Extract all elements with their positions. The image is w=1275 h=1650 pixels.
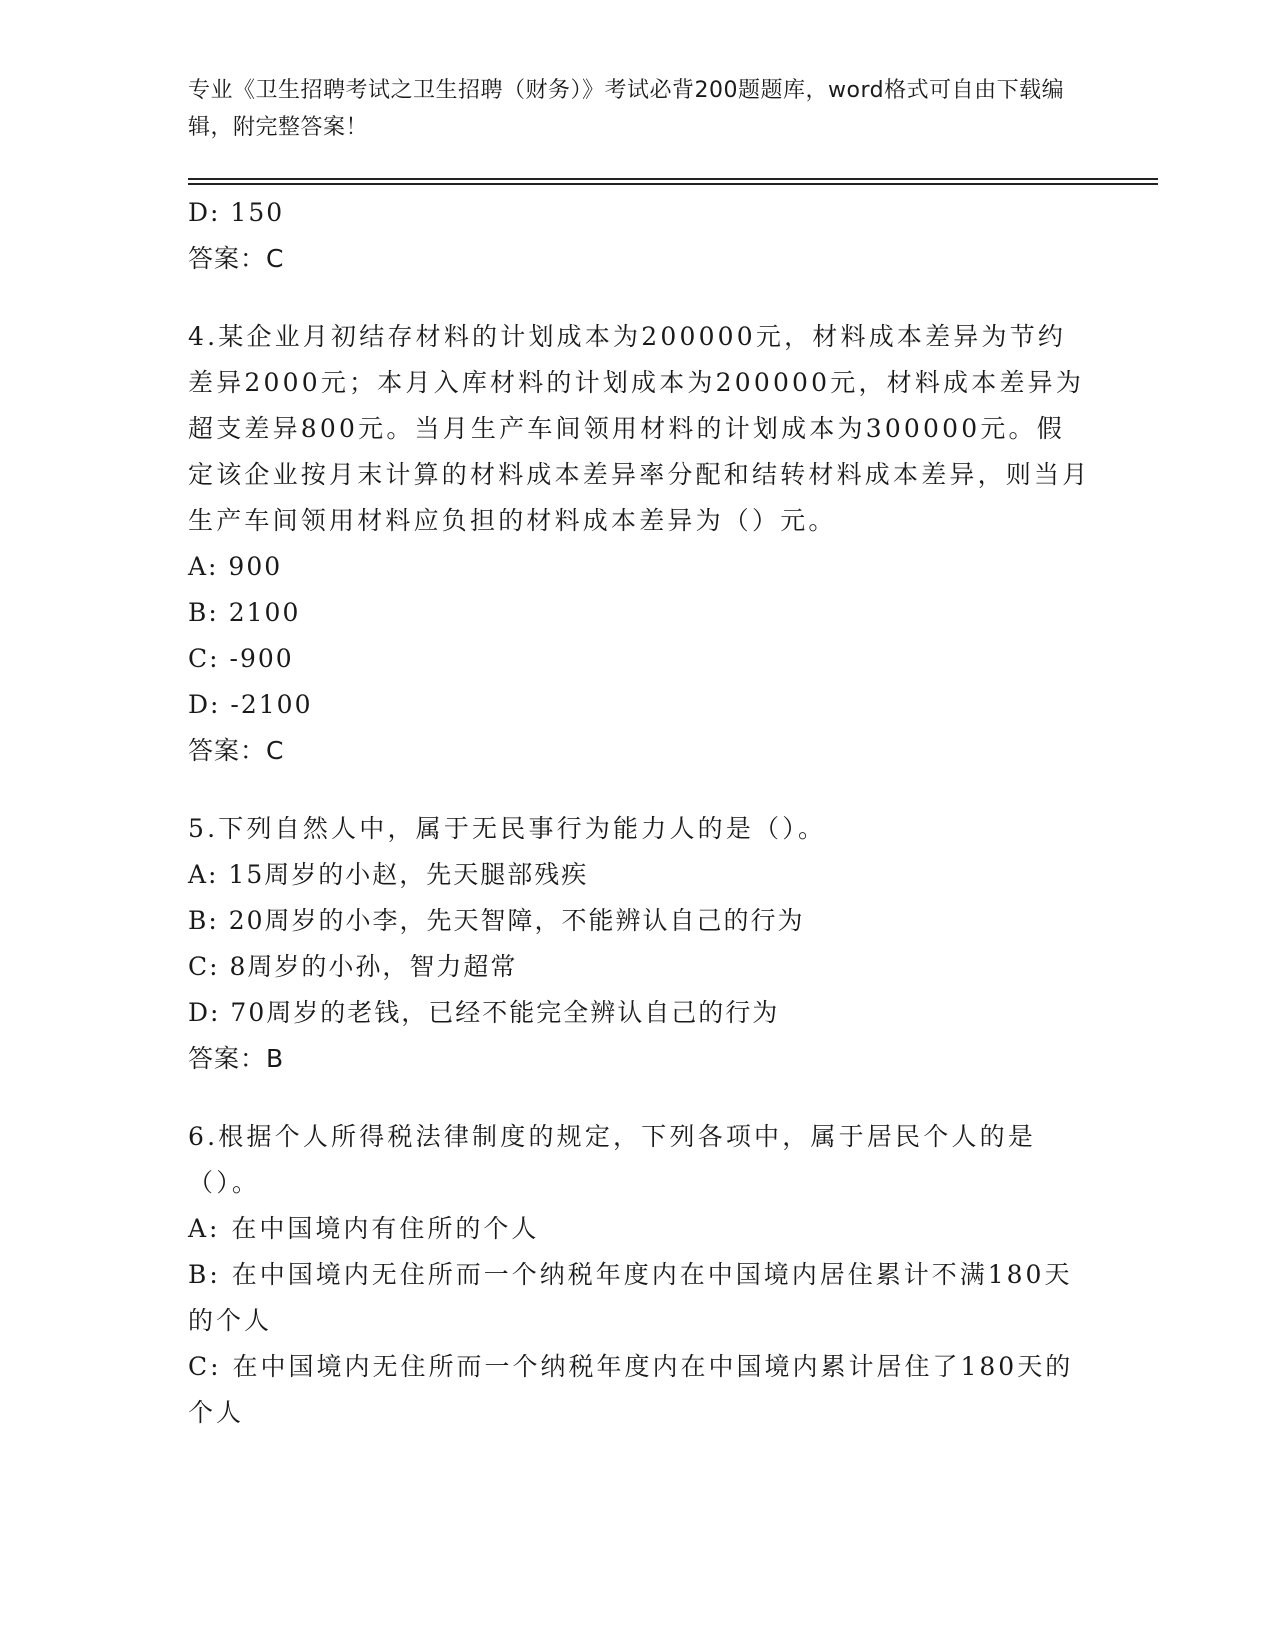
header-divider-top (188, 178, 1158, 180)
question-stem: 4.某企业月初结存材料的计划成本为200000元，材料成本差异为节约差异2000元；本月入库材料的计划成本为200000元，材料成本差异为超支差异800元。当月生产车间领用材料的计划成本为300000元。假定该企业按月末计算的材料成本差异率分配和结转材料成本差异，则当月生产车间领用材料应负担的材料成本差异为（）元。 (188, 322, 1091, 535)
option-b: B: 在中国境内无住所而一个纳税年度内在中国境内居住累计不满180天的个人 (188, 1260, 1073, 1335)
answer-line: 答案：C (188, 244, 285, 273)
previous-question-tail (188, 190, 1088, 282)
question-stem: 5.下列自然人中，属于无民事行为能力人的是（）。 (188, 814, 827, 843)
question-5 (188, 806, 1088, 1082)
option-a: A: 900 (188, 552, 283, 581)
option-d: D: 70周岁的老钱，已经不能完全辨认自己的行为 (188, 998, 780, 1027)
option-b: B: 20周岁的小李，先天智障，不能辨认自己的行为 (188, 906, 805, 935)
option-a: A: 在中国境内有住所的个人 (188, 1214, 540, 1243)
option-d: D: -2100 (188, 690, 313, 719)
answer-line: 答案：C (188, 736, 285, 765)
question-6 (188, 1114, 1088, 1436)
option-c: C: 在中国境内无住所而一个纳税年度内在中国境内累计居住了180天的个人 (188, 1352, 1074, 1427)
option-b: B: 2100 (188, 598, 301, 627)
question-stem: 6.根据个人所得税法律制度的规定，下列各项中，属于居民个人的是（）。 (188, 1122, 1037, 1197)
option-d: D: 150 (188, 198, 285, 227)
question-4 (188, 314, 1091, 774)
header-divider-bottom (188, 183, 1158, 185)
option-c: C: 8周岁的小孙，智力超常 (188, 952, 518, 981)
question-list (188, 190, 1091, 1436)
document-header: 专业《卫生招聘考试之卫生招聘（财务）》考试必背200题题库，word格式可自由下载编辑，附完整答案！ (188, 78, 1065, 140)
option-c: C: -900 (188, 644, 294, 673)
option-a: A: 15周岁的小赵，先天腿部残疾 (188, 860, 589, 889)
answer-line: 答案：B (188, 1044, 285, 1073)
